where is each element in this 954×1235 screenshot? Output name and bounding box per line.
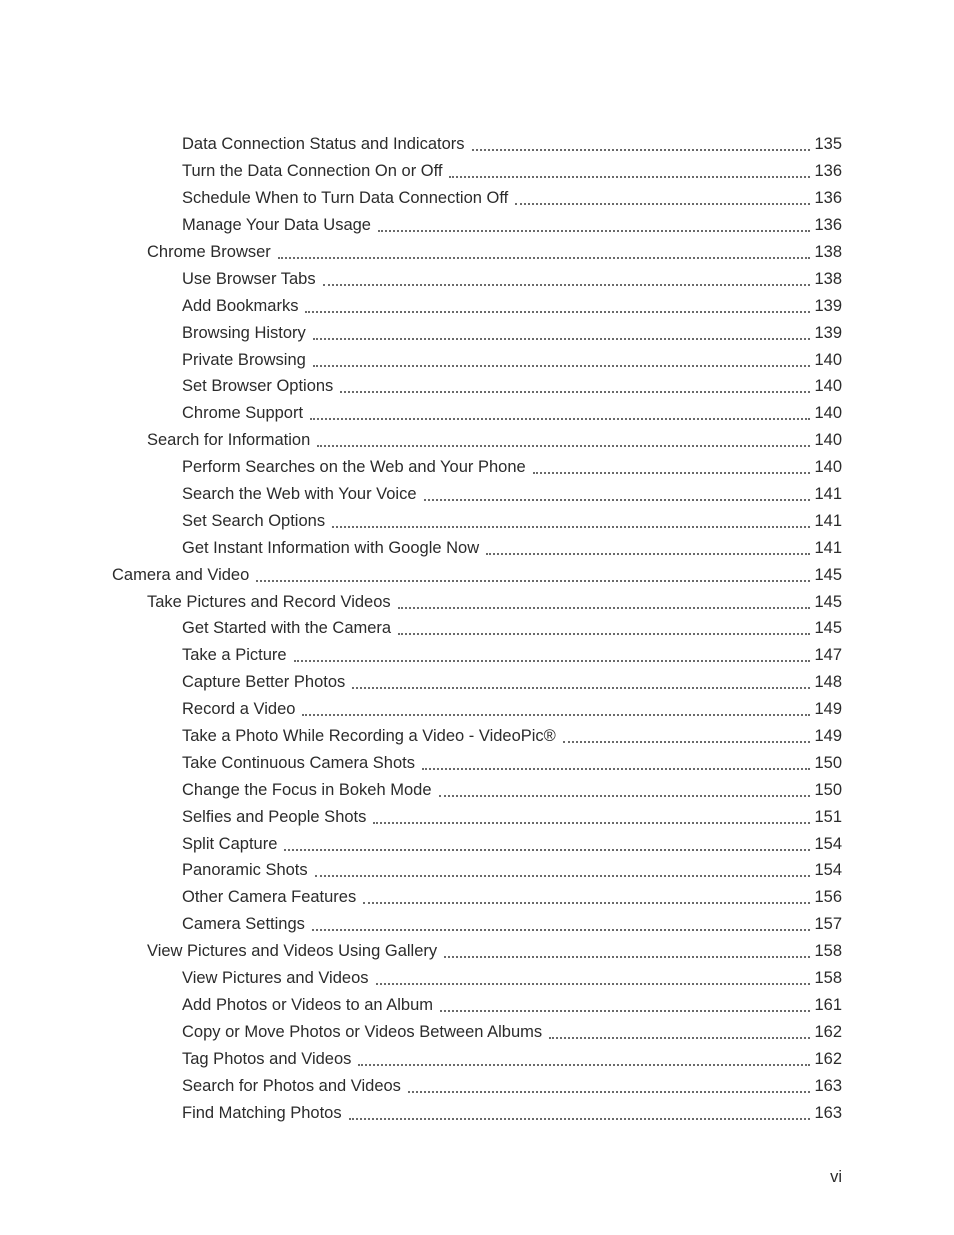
dot-leader [278, 257, 811, 259]
toc-entry-page-number[interactable]: 161 [814, 995, 842, 1014]
toc-entry-page-number[interactable]: 140 [814, 431, 842, 450]
toc-entry[interactable] [0, 911, 954, 938]
dot-leader [349, 1118, 811, 1120]
toc-entry[interactable] [0, 454, 954, 481]
toc-entry-title[interactable]: Turn the Data Connection On or Off [182, 162, 443, 181]
toc-entry-title[interactable]: Add Bookmarks [182, 296, 299, 315]
toc-entry[interactable] [0, 534, 954, 561]
toc-entry-page-number[interactable]: 157 [814, 915, 842, 934]
toc-entry-title[interactable]: Get Started with the Camera [182, 619, 392, 638]
toc-entry-title[interactable]: Search for Photos and Videos [182, 1076, 401, 1095]
toc-entry-title[interactable]: Camera Settings [182, 915, 305, 934]
dot-leader [378, 230, 811, 232]
toc-entry-page-number[interactable]: 141 [814, 485, 842, 504]
dot-leader [486, 553, 810, 555]
dot-leader [332, 526, 810, 528]
toc-entry[interactable] [0, 830, 954, 857]
toc-entry-page-number[interactable]: 147 [814, 646, 842, 665]
toc-entry[interactable] [0, 723, 954, 750]
toc-entry-title[interactable]: Record a Video [182, 700, 296, 719]
toc-entry[interactable] [0, 1045, 954, 1072]
dot-leader [256, 580, 810, 582]
dot-leader [323, 284, 811, 286]
dot-leader [305, 311, 810, 313]
toc-entry-title[interactable]: Manage Your Data Usage [182, 216, 371, 235]
dot-leader [294, 660, 811, 662]
toc-entry[interactable] [0, 319, 954, 346]
toc-entry-title[interactable]: Take Continuous Camera Shots [182, 753, 415, 772]
toc-entry-title[interactable]: Split Capture [182, 834, 278, 853]
toc-entry-page-number[interactable]: 141 [814, 538, 842, 557]
toc-entry-title[interactable]: Schedule When to Turn Data Connection Off [182, 189, 509, 208]
dot-leader [533, 472, 811, 474]
toc-entry-page-number[interactable]: 136 [814, 189, 842, 208]
toc-entry-page-number[interactable]: 162 [814, 1022, 842, 1041]
toc-entry[interactable] [0, 507, 954, 534]
toc-entry[interactable] [0, 561, 954, 588]
toc-entry-title[interactable]: Perform Searches on the Web and Your Phone [182, 458, 526, 477]
toc-entry-title[interactable]: View Pictures and Videos [182, 969, 369, 988]
toc-entry-title[interactable]: Chrome Browser [147, 243, 271, 261]
toc-entry[interactable] [0, 884, 954, 911]
dot-leader [424, 499, 811, 501]
toc-entry-page-number[interactable]: 135 [814, 135, 842, 154]
toc-entry[interactable] [0, 373, 954, 400]
toc-entry-page-number[interactable]: 145 [814, 619, 842, 638]
toc-entry-page-number[interactable]: 138 [814, 243, 842, 261]
toc-entry-title[interactable]: Change the Focus in Bokeh Mode [182, 780, 432, 799]
toc-entry[interactable] [0, 427, 954, 454]
toc-entry[interactable] [0, 696, 954, 723]
toc-entry[interactable] [0, 803, 954, 830]
dot-leader [472, 149, 811, 151]
dot-leader [310, 418, 810, 420]
toc-entry-page-number[interactable]: 158 [814, 942, 842, 961]
toc-entry-page-number[interactable]: 150 [814, 780, 842, 799]
toc-entry-page-number[interactable]: 145 [814, 565, 842, 584]
toc-entry-page-number[interactable]: 154 [814, 834, 842, 853]
toc-entry[interactable] [0, 588, 954, 615]
toc-entry[interactable] [0, 1072, 954, 1099]
table-of-contents [0, 131, 954, 1126]
dot-leader [313, 338, 811, 340]
toc-entry-page-number[interactable]: 149 [814, 727, 842, 746]
toc-entry-title[interactable]: Copy or Move Photos or Videos Between Albums [182, 1022, 543, 1041]
toc-entry-title[interactable]: Panoramic Shots [182, 861, 308, 880]
toc-entry-page-number[interactable]: 150 [814, 753, 842, 772]
dot-leader [563, 741, 811, 743]
dot-leader [302, 714, 810, 716]
dot-leader [352, 687, 810, 689]
dot-leader [440, 1010, 810, 1012]
toc-entry[interactable] [0, 965, 954, 992]
toc-entry[interactable] [0, 185, 954, 212]
dot-leader [376, 983, 811, 985]
toc-entry-page-number[interactable]: 140 [814, 350, 842, 369]
toc-entry[interactable] [0, 265, 954, 292]
toc-entry[interactable] [0, 481, 954, 508]
toc-entry[interactable] [0, 212, 954, 239]
dot-leader [315, 875, 811, 877]
toc-entry-title[interactable]: Take Pictures and Record Videos [147, 592, 391, 611]
toc-entry[interactable] [0, 857, 954, 884]
toc-entry-page-number[interactable]: 140 [814, 377, 842, 396]
toc-entry-page-number[interactable]: 139 [814, 323, 842, 342]
toc-entry-title[interactable]: View Pictures and Videos Using Gallery [147, 942, 438, 961]
toc-entry[interactable] [0, 158, 954, 185]
toc-entry[interactable] [0, 1018, 954, 1045]
toc-entry-page-number[interactable]: 149 [814, 700, 842, 719]
toc-entry-page-number[interactable]: 163 [814, 1103, 842, 1122]
toc-entry[interactable] [0, 642, 954, 669]
toc-entry-page-number[interactable]: 139 [814, 296, 842, 315]
toc-entry-title[interactable]: Find Matching Photos [182, 1103, 342, 1122]
toc-entry[interactable] [0, 346, 954, 373]
toc-entry-title[interactable]: Selfies and People Shots [182, 807, 367, 826]
toc-entry-title[interactable]: Private Browsing [182, 350, 306, 369]
page-number: vi [830, 1168, 842, 1186]
toc-entry-title[interactable]: Take a Photo While Recording a Video - VideoPic® [182, 727, 556, 746]
toc-entry-page-number[interactable]: 136 [814, 162, 842, 181]
toc-entry[interactable] [0, 400, 954, 427]
toc-entry[interactable] [0, 776, 954, 803]
toc-entry[interactable] [0, 615, 954, 642]
toc-entry-title[interactable]: Set Search Options [182, 511, 326, 530]
toc-entry[interactable] [0, 938, 954, 965]
dot-leader [363, 902, 810, 904]
dot-leader [358, 1064, 810, 1066]
dot-leader [340, 391, 810, 393]
dot-leader [398, 633, 810, 635]
toc-entry-title[interactable]: Get Instant Information with Google Now [182, 538, 480, 557]
toc-entry-page-number[interactable]: 156 [814, 888, 842, 907]
toc-entry-page-number[interactable]: 148 [814, 673, 842, 692]
toc-entry-title[interactable]: Browsing History [182, 323, 306, 342]
toc-entry-page-number[interactable]: 154 [814, 861, 842, 880]
toc-entry-title[interactable]: Other Camera Features [182, 888, 357, 907]
toc-entry-title[interactable]: Use Browser Tabs [182, 269, 316, 288]
toc-entry-page-number[interactable]: 158 [814, 969, 842, 988]
dot-leader [398, 607, 811, 609]
toc-entry-title[interactable]: Data Connection Status and Indicators [182, 135, 465, 154]
toc-entry-page-number[interactable]: 140 [814, 458, 842, 477]
dot-leader [312, 929, 811, 931]
toc-entry[interactable] [0, 749, 954, 776]
dot-leader [373, 822, 810, 824]
toc-entry-title[interactable]: Capture Better Photos [182, 673, 346, 692]
dot-leader [317, 445, 810, 447]
toc-entry-page-number[interactable]: 151 [814, 807, 842, 826]
toc-entry-title[interactable]: Camera and Video [112, 565, 250, 584]
toc-entry-page-number[interactable]: 138 [814, 269, 842, 288]
dot-leader [422, 768, 811, 770]
toc-entry-page-number[interactable]: 136 [814, 216, 842, 235]
dot-leader [313, 365, 811, 367]
dot-leader [284, 849, 810, 851]
toc-entry[interactable] [0, 239, 954, 266]
toc-entry[interactable] [0, 669, 954, 696]
toc-entry[interactable] [0, 1099, 954, 1126]
toc-entry-title[interactable]: Add Photos or Videos to an Album [182, 995, 434, 1014]
toc-entry-page-number[interactable]: 163 [814, 1076, 842, 1095]
dot-leader [449, 176, 810, 178]
toc-entry-title[interactable]: Set Browser Options [182, 377, 334, 396]
toc-entry-title[interactable]: Search the Web with Your Voice [182, 485, 417, 504]
dot-leader [515, 203, 810, 205]
toc-entry-title[interactable]: Take a Picture [182, 646, 287, 665]
toc-entry[interactable] [0, 992, 954, 1019]
dot-leader [549, 1037, 810, 1039]
dot-leader [408, 1091, 811, 1093]
toc-entry-page-number[interactable]: 140 [814, 404, 842, 423]
toc-entry-title[interactable]: Tag Photos and Videos [182, 1049, 352, 1068]
toc-entry-title[interactable]: Search for Information [147, 431, 311, 450]
toc-entry[interactable] [0, 292, 954, 319]
dot-leader [444, 956, 810, 958]
toc-entry[interactable] [0, 131, 954, 158]
toc-entry-page-number[interactable]: 162 [814, 1049, 842, 1068]
dot-leader [439, 795, 811, 797]
toc-entry-page-number[interactable]: 145 [814, 592, 842, 611]
toc-entry-title[interactable]: Chrome Support [182, 404, 304, 423]
toc-entry-page-number[interactable]: 141 [814, 511, 842, 530]
